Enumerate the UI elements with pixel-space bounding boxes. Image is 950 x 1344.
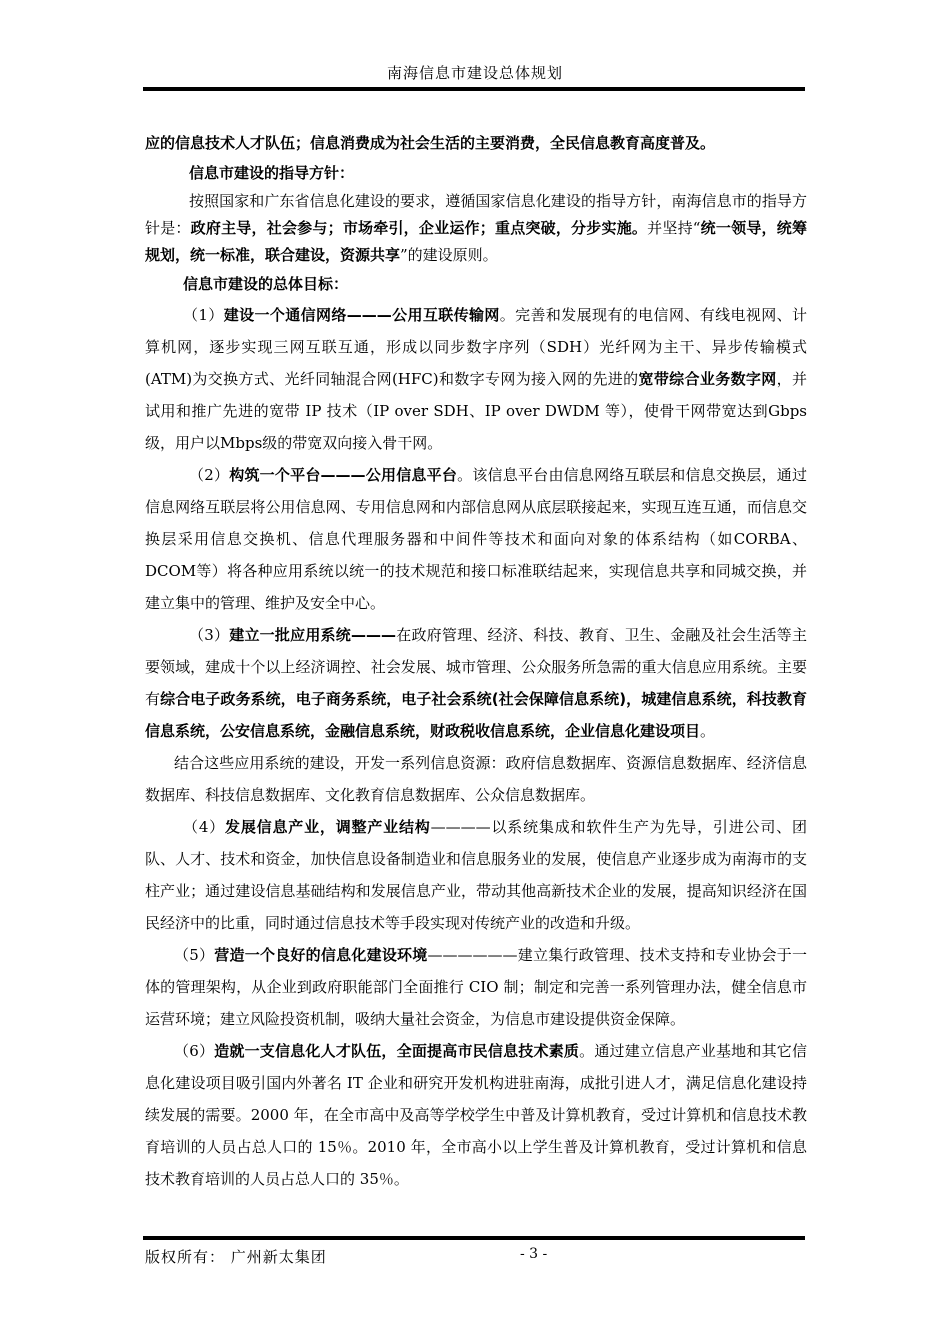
goal-4-number: （4） [183, 818, 225, 836]
goal-2-text: 。该信息平台由信息网络互联层和信息交换层，通过信息网络互联层将公用信息网、专用信息网和内部信息网从底层联接起来，实现互连互通，而信息交换层采用信息交换机、信息代理服务器和中间件等技术和面向对象的体系结构（如CORBA、DCOM等）将各种应用系统以统一的技术规范和接口标准联结起来，实现信息共享和同城交换，并建立集中的管理、维护及安全中心。 [145, 466, 807, 612]
goal-5-number: （5） [174, 946, 215, 964]
goal-2-number: （2） [189, 466, 230, 484]
policy-text-e: ”的建设原则。 [400, 246, 498, 264]
goal-1-emphasis: 宽带综合业务数字网 [638, 370, 777, 388]
goal-3-number: （3） [189, 626, 230, 644]
goal-1-title: 建设一个通信网络———公用互联传输网 [223, 306, 500, 324]
goal-2 [145, 459, 807, 619]
goal-1-text: 。完善和发展现有的电信网、有线电视网、计算机网，逐步实现三网互联互通，形成以同步数字序列（SDH）光纤网为主干、异步传输模式(ATM)为交换方式、光纤同轴混合网(HFC)和数字专网为接入网的先进的 [145, 306, 807, 388]
goal-5 [145, 939, 807, 1035]
goal-3-text-end: 。 [700, 722, 716, 740]
goal-6-title: 造就一支信息化人才队伍，全面提高市民信息技术素质 [214, 1042, 580, 1060]
goal-1-number: （1） [183, 306, 224, 324]
goal-6-number: （6） [174, 1042, 215, 1060]
goal-5-text: ——————建立集行政管理、技术支持和专业协会于一体的管理架构，从企业到政府职能部门全面推行 CIO 制；制定和完善一系列管理办法，健全信息市运营环境；建立风险投资机制，吸纳大量社会资金，为信息市建设提供资金保障。 [145, 946, 807, 1028]
heading-goals-text: 信息市建设的总体目标： [183, 275, 349, 293]
policy-text-d: 统一领导，统筹规划，统一标准，联合建设，资源共享 [145, 219, 807, 264]
goal-4-title: 发展信息产业，调整产业结构 [225, 818, 431, 836]
goal-1 [145, 299, 807, 459]
goal-4-text: ————以系统集成和软件生产为先导，引进公司、团队、人才、技术和资金，加快信息设备制造业和信息服务业的发展，使信息产业逐步成为南海市的支柱产业；通过建设信息基础结构和发展信息产业，带动其他高新技术企业的发展，提高知识经济在国民经济中的比重，同时通过信息技术等手段实现对传统产业的改造和升级。 [145, 818, 807, 932]
policy-text-b: 政府主导，社会参与；市场牵引，企业运作；重点突破，分步实施。 [190, 219, 648, 237]
goal-2-title: 构筑一个平台———公用信息平台 [229, 466, 458, 484]
policy-text-c: 并坚持“ [647, 219, 701, 237]
goal-3 [145, 619, 807, 747]
goal-4 [145, 811, 807, 939]
heading-policy [145, 158, 807, 188]
goal-3-emphasis: 综合电子政务系统，电子商务系统，电子社会系统(社会保障信息系统)，城建信息系统，科技教育信息系统，公安信息系统，金融信息系统，财政税收信息系统，企业信息化建设项目 [145, 690, 807, 740]
paragraph-policy [145, 188, 807, 269]
goal-3-resources [145, 747, 807, 811]
goal-6-text: 。通过建立信息产业基地和其它信息化建设项目吸引国内外著名 IT 企业和研究开发机构进驻南海，成批引进人才，满足信息化建设持续发展的需要。2000 年，在全市高中及高等学校学生中普及计算机教育，受过计算机和信息技术教育培训的人员占总人口的 15％。2010 年，全市高小以上学生普及计算机教育，受过计算机和信息技术教育培训的人员占总人口的 35％。 [145, 1042, 807, 1188]
goal-1-text-end: ，并试用和推广先进的宽带 IP 技术（IP over SDH、IP over DWDM 等），使骨干网带宽达到Gbps级，用户以Mbps级的带宽双向接入骨干网。 [145, 370, 807, 452]
heading-goals [145, 269, 807, 299]
paragraph-continuation-text: 应的信息技术人才队伍；信息消费成为社会生活的主要消费，全民信息教育高度普及。 [145, 134, 716, 152]
running-header: 南海信息市建设总体规划 [386, 64, 563, 82]
document-body [145, 128, 807, 1195]
paragraph-continuation [145, 128, 807, 158]
goal-6 [145, 1035, 807, 1195]
goal-3-text: 在政府管理、经济、科技、教育、卫生、金融及社会生活等主要领域，建成十个以上经济调控、社会发展、城市管理、公众服务所急需的重大信息应用系统。主要有 [145, 626, 807, 708]
goal-3-title: 建立一批应用系统——— [229, 626, 396, 644]
policy-text-a: 按照国家和广东省信息化建设的要求，遵循国家信息化建设的指导方针，南海信息市的指导方针是： [145, 192, 807, 237]
page-number: - 3 - [520, 1246, 548, 1262]
goal-3-resources-text: 结合这些应用系统的建设，开发一系列信息资源：政府信息数据库、资源信息数据库、经济信息数据库、科技信息数据库、文化教育信息数据库、公众信息数据库。 [145, 754, 807, 804]
footer-rule [143, 1236, 805, 1240]
footer-copyright: 版权所有： 广州新太集团 [145, 1248, 327, 1266]
goal-5-title: 营造一个良好的信息化建设环境 [214, 946, 428, 964]
heading-policy-text: 信息市建设的指导方针： [189, 164, 355, 182]
header-rule [143, 87, 805, 91]
